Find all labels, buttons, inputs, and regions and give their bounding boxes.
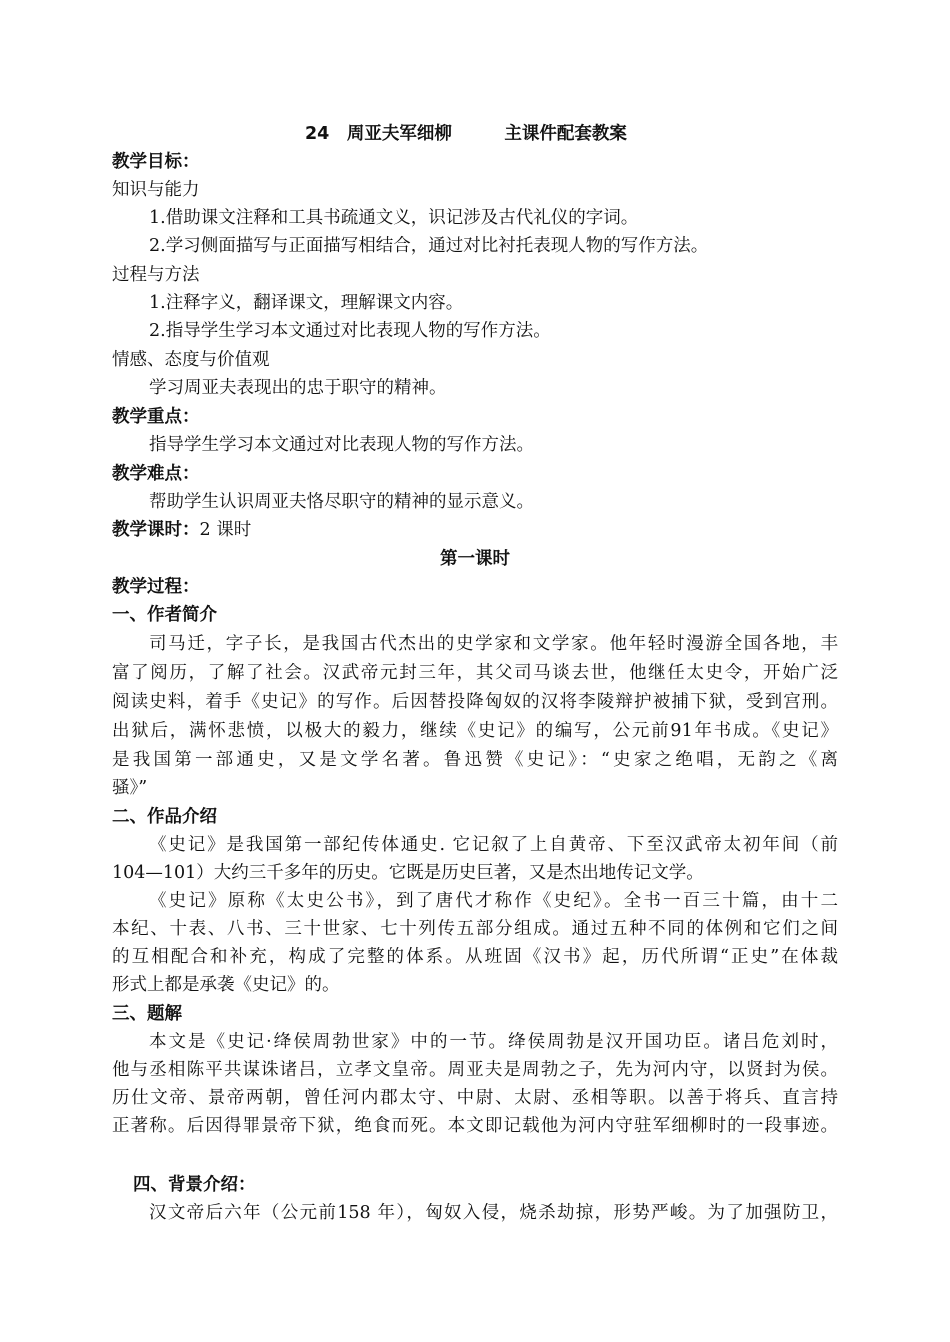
process-heading: 过程与方法 <box>112 265 200 285</box>
paragraph-line: 《史记》原称《太史公书》，到了唐代才称作《史纪》。全书一百三十篇，由十二 <box>149 891 838 911</box>
paragraph-line: 历仕文帝、景帝两朝，曾任河内郡太守、中尉、太尉、丞相等职。以善于将兵、直言持 <box>112 1088 838 1108</box>
knowledge-item: 1.借助课文注释和工具书疏通文义，识记涉及古代礼仪的字词。 <box>149 208 639 228</box>
knowledge-heading: 知识与能力 <box>112 180 200 200</box>
section-heading: 一、作者简介 <box>112 605 217 625</box>
paragraph-line: 他与丞相陈平共谋诛诸吕，立孝文皇帝。周亚夫是周勃之子，先为河内守，以贤封为侯。 <box>112 1060 838 1080</box>
difficult-text: 帮助学生认识周亚夫恪尽职守的精神的显示意义。 <box>149 492 534 512</box>
paragraph-line: 汉文帝后六年（公元前158 年），匈奴入侵，烧杀劫掠，形势严峻。为了加强防卫， <box>149 1203 838 1223</box>
document-title: 24 周亚夫军细柳 主课件配套教案 <box>305 124 627 144</box>
hours-label: 教学课时： <box>112 520 200 540</box>
paragraph-line: 形式上都是承袭《史记》的。 <box>112 975 340 995</box>
paragraph-line: 司马迁，字子长，是我国古代杰出的史学家和文学家。他年轻时漫游全国各地，丰 <box>149 634 838 654</box>
process-item: 1.注释字义，翻译课文，理解课文内容。 <box>149 293 464 313</box>
lesson-title: 第一课时 <box>440 549 510 569</box>
paragraph-line: 《史记》是我国第一部纪传体通史. 它记叙了上自黄帝、下至汉武帝太初年间（前 <box>149 835 838 855</box>
knowledge-item: 2.学习侧面描写与正面描写相结合，通过对比衬托表现人物的写作方法。 <box>149 236 709 256</box>
section-heading: 三、题解 <box>112 1004 182 1024</box>
difficult-heading: 教学难点： <box>112 464 200 484</box>
section-heading: 二、作品介绍 <box>112 807 217 827</box>
paragraph-line: 出狱后，满怀悲愤，以极大的毅力，继续《史记》的编写，公元前91年书成。《史记》 <box>112 721 838 741</box>
key-heading: 教学重点： <box>112 407 200 427</box>
paragraph-line: 本纪、十表、八书、三十世家、七十列传五部分组成。通过五种不同的体例和它们之间 <box>112 919 838 939</box>
objectives-heading: 教学目标： <box>112 152 200 172</box>
paragraph-line: 本文是《史记·绛侯周勃世家》中的一节。绛侯周勃是汉开国功臣。诸吕危刘时， <box>149 1032 838 1052</box>
paragraph-line: 骚》” <box>112 778 148 798</box>
hours-value: 2 课时 <box>199 520 252 540</box>
emotion-heading: 情感、态度与价值观 <box>112 350 270 370</box>
key-text: 指导学生学习本文通过对比表现人物的写作方法。 <box>149 435 534 455</box>
section-heading: 四、背景介绍： <box>133 1175 256 1195</box>
paragraph-line: 是我国第一部通史，又是文学名著。鲁迅赞《史记》：“史家之绝唱，无韵之《离 <box>112 750 838 770</box>
process-title: 教学过程： <box>112 577 200 597</box>
emotion-text: 学习周亚夫表现出的忠于职守的精神。 <box>149 378 447 398</box>
paragraph-line: 正著称。后因得罪景帝下狱，绝食而死。本文即记载他为河内守驻军细柳时的一段事迹。 <box>112 1116 838 1136</box>
paragraph-line: 的互相配合和补充，构成了完整的体系。从班固《汉书》起，历代所谓“正史”在体裁 <box>112 947 838 967</box>
paragraph-line: 富了阅历，了解了社会。汉武帝元封三年，其父司马谈去世，他继任太史令，开始广泛 <box>112 663 838 683</box>
paragraph-line: 阅读史料，着手《史记》的写作。后因替投降匈奴的汉将李陵辩护被捕下狱，受到宫刑。 <box>112 692 838 712</box>
paragraph-line: 104—101）大约三千多年的历史。它既是历史巨著，又是杰出地传记文学。 <box>112 863 704 883</box>
hours-line <box>112 517 251 543</box>
process-item: 2.指导学生学习本文通过对比表现人物的写作方法。 <box>149 321 551 341</box>
